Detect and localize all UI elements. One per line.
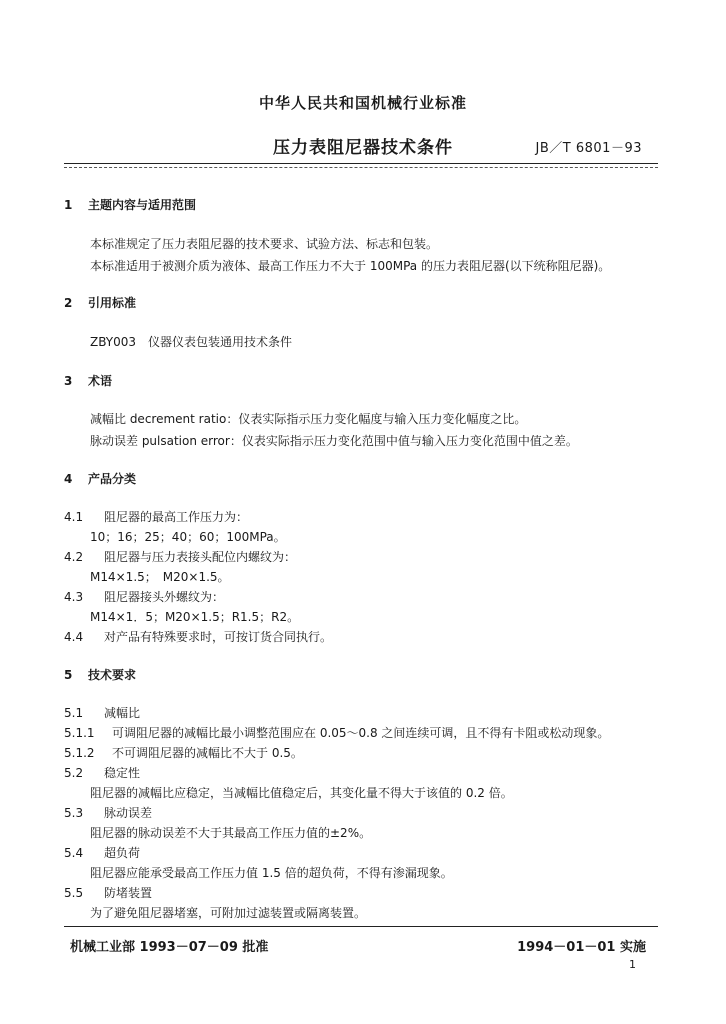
- clause-4-2-values: M14×1.5； M20×1.5。: [90, 570, 230, 584]
- clause-number: 5.3: [64, 806, 84, 820]
- section-4-heading: [64, 470, 136, 487]
- section-2-reference: ZBY003 仪器仪表包装通用技术条件: [90, 335, 293, 349]
- document-title: 压力表阻尼器技术条件: [273, 138, 453, 158]
- section-1-heading: [64, 196, 196, 213]
- header-rule: [64, 163, 658, 164]
- clause-number: 5.1.1: [64, 726, 95, 740]
- clause-text: 对产品有特殊要求时，可按订货合同执行。: [104, 630, 333, 644]
- effective-date: 1994－01－01 实施: [517, 940, 646, 955]
- clause-5-1-1: [64, 724, 609, 741]
- clause-5-3: [64, 804, 152, 821]
- clause-text: 脉动误差: [104, 806, 153, 820]
- page-number: 1: [629, 958, 636, 971]
- clause-5-2-paragraph: 阻尼器的减幅比应稳定，当减幅比值稳定后，其变化量不得大于该值的 0.2 倍。: [90, 786, 513, 800]
- footer-rule: [64, 926, 658, 927]
- clause-4-1: [64, 508, 248, 525]
- clause-text: 稳定性: [104, 766, 141, 780]
- section-number: 5: [64, 668, 73, 682]
- clause-number: 5.4: [64, 846, 84, 860]
- clause-number: 4.3: [64, 590, 84, 604]
- standard-number: JB／T 6801－93: [535, 141, 642, 156]
- section-3-term-1: 减幅比 decrement ratio：仪表实际指示压力变化幅度与输入压力变化幅度之比。: [90, 412, 527, 426]
- clause-text: 不可调阻尼器的减幅比不大于 0.5。: [112, 746, 303, 760]
- clause-5-4: [64, 844, 140, 861]
- section-3-heading: [64, 372, 112, 389]
- clause-text: 阻尼器的最高工作压力为：: [104, 510, 249, 524]
- clause-text: 阻尼器接头外螺纹为：: [104, 590, 225, 604]
- clause-number: 4.4: [64, 630, 84, 644]
- section-title: 产品分类: [88, 472, 137, 486]
- approval-line: 机械工业部 1993－07－09 批准: [70, 940, 269, 955]
- section-2-heading: [64, 294, 136, 311]
- clause-4-3-values: M14×1．5；M20×1.5；R1.5；R2。: [90, 610, 300, 624]
- clause-5-3-paragraph: 阻尼器的脉动误差不大于其最高工作压力值的±2%。: [90, 826, 372, 840]
- clause-number: 4.1: [64, 510, 84, 524]
- clause-5-5-paragraph: 为了避免阻尼器堵塞，可附加过滤装置或隔离装置。: [90, 906, 367, 920]
- clause-5-2: [64, 764, 140, 781]
- clause-text: 防堵装置: [104, 886, 153, 900]
- section-title: 主题内容与适用范围: [88, 198, 197, 212]
- organization-heading: 中华人民共和国机械行业标准: [258, 94, 467, 112]
- section-number: 4: [64, 472, 73, 486]
- clause-text: 阻尼器与压力表接头配位内螺纹为：: [104, 550, 297, 564]
- clause-number: 5.1.2: [64, 746, 95, 760]
- clause-text: 超负荷: [104, 846, 141, 860]
- clause-5-1-2: [64, 744, 303, 761]
- clause-4-1-values: 10；16；25；40；60；100MPa。: [90, 530, 286, 544]
- clause-5-4-paragraph: 阻尼器应能承受最高工作压力值 1.5 倍的超负荷，不得有渗漏现象。: [90, 866, 453, 880]
- clause-number: 5.5: [64, 886, 84, 900]
- clause-number: 5.1: [64, 706, 84, 720]
- clause-number: 4.2: [64, 550, 84, 564]
- section-title: 技术要求: [88, 668, 137, 682]
- section-title: 引用标准: [88, 296, 137, 310]
- section-number: 3: [64, 374, 73, 388]
- clause-4-2: [64, 548, 296, 565]
- section-5-heading: [64, 666, 136, 683]
- clause-5-5: [64, 884, 152, 901]
- clause-4-3: [64, 588, 224, 605]
- clause-5-1: [64, 704, 140, 721]
- section-number: 1: [64, 198, 73, 212]
- section-3-term-2: 脉动误差 pulsation error：仪表实际指示压力变化范围中值与输入压力变化范围中值之差。: [90, 434, 578, 448]
- section-1-paragraph-1: 本标准规定了压力表阻尼器的技术要求、试验方法、标志和包装。: [90, 237, 439, 251]
- header-rule-dashed: [64, 167, 658, 168]
- section-number: 2: [64, 296, 73, 310]
- clause-4-4: [64, 628, 332, 645]
- clause-text: 减幅比: [104, 706, 141, 720]
- clause-number: 5.2: [64, 766, 84, 780]
- section-1-paragraph-2: 本标准适用于被测介质为液体、最高工作压力不大于 100MPa 的压力表阻尼器(以下统称阻尼器)。: [90, 259, 611, 273]
- clause-text: 可调阻尼器的减幅比最小调整范围应在 0.05～0.8 之间连续可调，且不得有卡阻或松动现象。: [112, 726, 610, 740]
- section-title: 术语: [88, 374, 113, 388]
